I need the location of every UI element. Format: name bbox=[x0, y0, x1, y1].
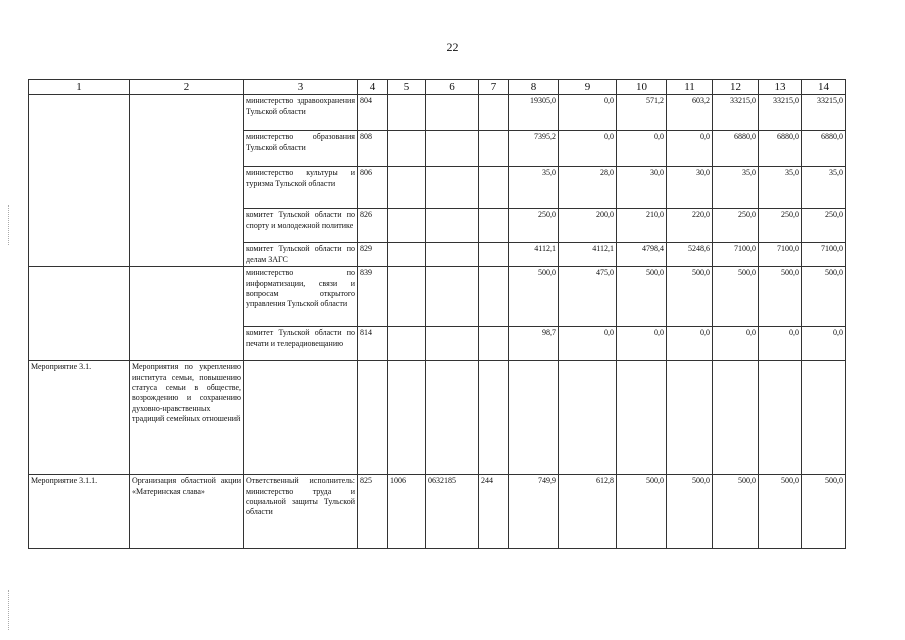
organization-cell: министерство по информатизации, связи и вопросам открытого управления Тульской области bbox=[244, 267, 358, 327]
header-cell: 9 bbox=[559, 80, 617, 95]
organization-cell: министерство образования Тульской области bbox=[244, 131, 358, 167]
value-cell: 500,0 bbox=[759, 475, 802, 549]
value-cell: 0,0 bbox=[802, 327, 846, 361]
value-cell: 250,0 bbox=[509, 209, 559, 243]
code-cell: 806 bbox=[358, 167, 388, 209]
value-cell: 0,0 bbox=[617, 327, 667, 361]
value-cell: 749,9 bbox=[509, 475, 559, 549]
value-cell: 4112,1 bbox=[509, 243, 559, 267]
header-cell: 7 bbox=[479, 80, 509, 95]
code-cell: 839 bbox=[358, 267, 388, 327]
measure-name: Мероприятия по укреплению института семьи, повышению статуса семьи в обществе, возрождению и сохранению духовно-нравственных традиций семейных отношений bbox=[130, 361, 244, 475]
value-cell: 35,0 bbox=[802, 167, 846, 209]
scan-artifact bbox=[8, 590, 10, 630]
table-row bbox=[29, 95, 846, 131]
header-cell: 14 bbox=[802, 80, 846, 95]
value-cell: 7100,0 bbox=[802, 243, 846, 267]
page-number: 22 bbox=[446, 40, 459, 54]
organization-cell: комитет Тульской области по делам ЗАГС bbox=[244, 243, 358, 267]
value-cell: 33215,0 bbox=[802, 95, 846, 131]
code-cell: 825 bbox=[358, 475, 388, 549]
table-row bbox=[29, 475, 846, 549]
value-cell: 500,0 bbox=[802, 267, 846, 327]
header-cell: 1 bbox=[29, 80, 130, 95]
value-cell: 0,0 bbox=[559, 95, 617, 131]
header-cell: 11 bbox=[667, 80, 713, 95]
header-cell: 3 bbox=[244, 80, 358, 95]
code-cell: 829 bbox=[358, 243, 388, 267]
empty-cell bbox=[130, 95, 244, 267]
organization-cell: министерство культуры и туризма Тульской области bbox=[244, 167, 358, 209]
measure-name: Организация областной акции «Материнская слава» bbox=[130, 475, 244, 549]
value-cell: 4112,1 bbox=[559, 243, 617, 267]
value-cell: 250,0 bbox=[802, 209, 846, 243]
value-cell: 33215,0 bbox=[713, 95, 759, 131]
value-cell: 0,0 bbox=[667, 131, 713, 167]
value-cell: 500,0 bbox=[759, 267, 802, 327]
value-cell: 500,0 bbox=[713, 475, 759, 549]
header-row bbox=[29, 80, 846, 95]
value-cell: 4798,4 bbox=[617, 243, 667, 267]
measure-label: Мероприятие 3.1. bbox=[29, 361, 130, 475]
executor-cell: Ответственный исполнитель: министерство труда и социальной защиты Тульской области bbox=[244, 475, 358, 549]
value-cell: 200,0 bbox=[559, 209, 617, 243]
value-cell: 7395,2 bbox=[509, 131, 559, 167]
value-cell: 30,0 bbox=[617, 167, 667, 209]
value-cell: 0,0 bbox=[759, 327, 802, 361]
header-cell: 2 bbox=[130, 80, 244, 95]
value-cell: 250,0 bbox=[759, 209, 802, 243]
value-cell: 500,0 bbox=[667, 475, 713, 549]
code-cell: 808 bbox=[358, 131, 388, 167]
value-cell: 0,0 bbox=[667, 327, 713, 361]
organization-cell: комитет Тульской области по печати и телерадиовещанию bbox=[244, 327, 358, 361]
value-cell: 0,0 bbox=[713, 327, 759, 361]
header-cell: 5 bbox=[388, 80, 426, 95]
table-row bbox=[29, 361, 846, 475]
value-cell: 30,0 bbox=[667, 167, 713, 209]
value-cell: 7100,0 bbox=[759, 243, 802, 267]
value-cell: 33215,0 bbox=[759, 95, 802, 131]
value-cell: 19305,0 bbox=[509, 95, 559, 131]
code-cell: 826 bbox=[358, 209, 388, 243]
value-cell: 5248,6 bbox=[667, 243, 713, 267]
code-cell: 804 bbox=[358, 95, 388, 131]
header-cell: 12 bbox=[713, 80, 759, 95]
value-cell: 98,7 bbox=[509, 327, 559, 361]
value-cell: 500,0 bbox=[667, 267, 713, 327]
value-cell: 6880,0 bbox=[802, 131, 846, 167]
value-cell: 6880,0 bbox=[759, 131, 802, 167]
section-cell: 1006 bbox=[388, 475, 426, 549]
header-cell: 4 bbox=[358, 80, 388, 95]
empty-cell bbox=[130, 267, 244, 361]
code-cell: 814 bbox=[358, 327, 388, 361]
empty-cell bbox=[29, 95, 130, 267]
value-cell: 250,0 bbox=[713, 209, 759, 243]
value-cell: 7100,0 bbox=[713, 243, 759, 267]
organization-cell: министерство здравоохранения Тульской области bbox=[244, 95, 358, 131]
value-cell: 475,0 bbox=[559, 267, 617, 327]
value-cell: 210,0 bbox=[617, 209, 667, 243]
value-cell: 500,0 bbox=[617, 267, 667, 327]
scan-artifact bbox=[8, 205, 10, 245]
header-cell: 13 bbox=[759, 80, 802, 95]
value-cell: 612,8 bbox=[559, 475, 617, 549]
value-cell: 500,0 bbox=[713, 267, 759, 327]
value-cell: 571,2 bbox=[617, 95, 667, 131]
empty-cell bbox=[29, 267, 130, 361]
value-cell: 6880,0 bbox=[713, 131, 759, 167]
value-cell: 35,0 bbox=[713, 167, 759, 209]
header-cell: 8 bbox=[509, 80, 559, 95]
value-cell: 500,0 bbox=[617, 475, 667, 549]
header-cell: 6 bbox=[426, 80, 479, 95]
value-cell: 500,0 bbox=[802, 475, 846, 549]
target-article-cell: 0632185 bbox=[426, 475, 479, 549]
value-cell: 500,0 bbox=[509, 267, 559, 327]
value-cell: 35,0 bbox=[759, 167, 802, 209]
measure-label: Мероприятие 3.1.1. bbox=[29, 475, 130, 549]
header-cell: 10 bbox=[617, 80, 667, 95]
table-row bbox=[29, 267, 846, 327]
value-cell: 603,2 bbox=[667, 95, 713, 131]
value-cell: 28,0 bbox=[559, 167, 617, 209]
budget-table bbox=[28, 79, 846, 549]
value-cell: 0,0 bbox=[559, 131, 617, 167]
value-cell: 35,0 bbox=[509, 167, 559, 209]
organization-cell: комитет Тульской области по спорту и молодежной политике bbox=[244, 209, 358, 243]
value-cell: 220,0 bbox=[667, 209, 713, 243]
value-cell: 0,0 bbox=[559, 327, 617, 361]
value-cell: 0,0 bbox=[617, 131, 667, 167]
expense-type-cell: 244 bbox=[479, 475, 509, 549]
